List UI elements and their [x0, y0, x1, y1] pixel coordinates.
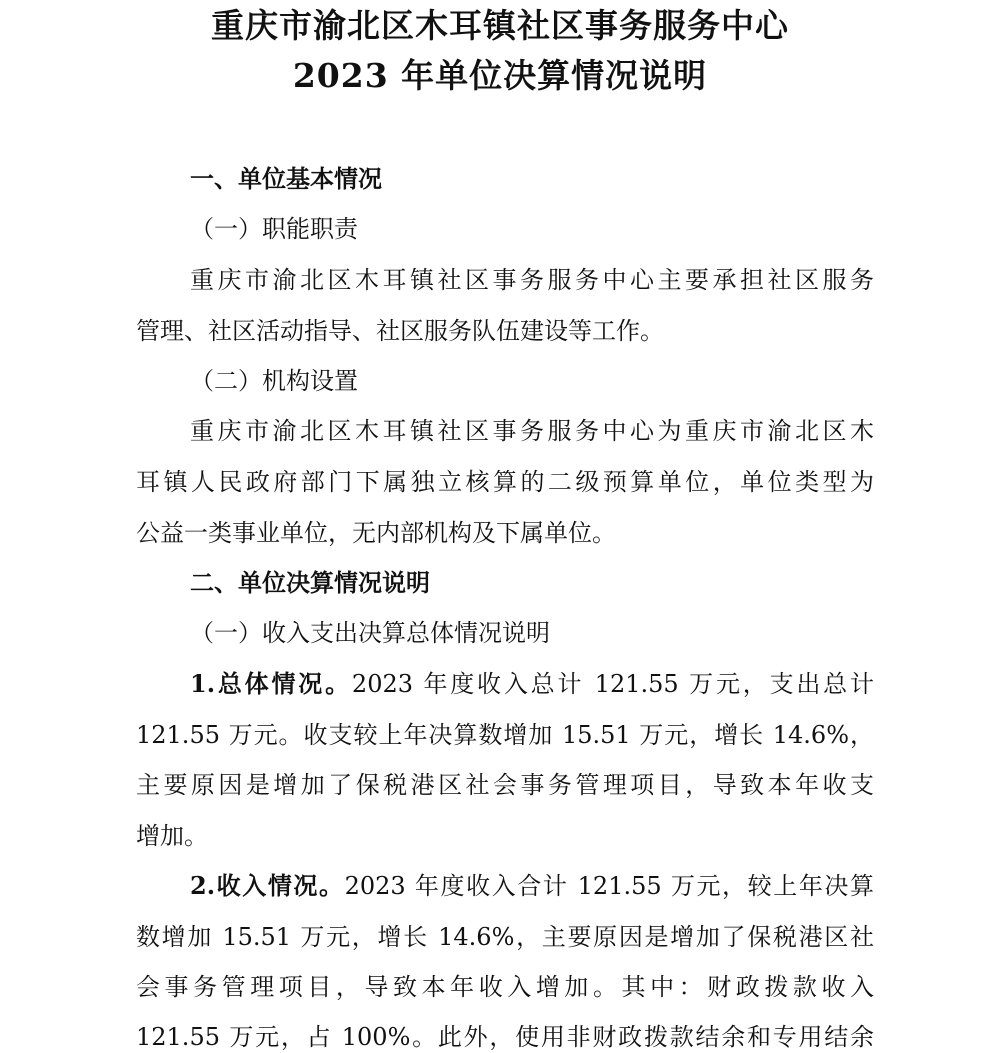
paragraph-line: 耳镇人民政府部门下属独立核算的二级预算单位，单位类型为 [136, 468, 874, 496]
paragraph-line: 主要原因是增加了保税港区社会事务管理项目，导致本年收支 [136, 771, 874, 799]
paragraph-line: 增加。 [136, 822, 208, 850]
paragraph-line: 121.55 万元，占 100%。此外，使用非财政拨款结余和专用结余 [136, 1023, 874, 1051]
document-title-line1: 重庆市渝北区木耳镇社区事务服务中心 [211, 6, 789, 45]
paragraph-line: 重庆市渝北区木耳镇社区事务服务中心主要承担社区服务 [190, 266, 874, 294]
item-lead-income: 2.收入情况。 [190, 871, 345, 900]
paragraph-line: 2.收入情况。2023 年度收入合计 121.55 万元，较上年决算 [190, 871, 874, 900]
subheading-organization: （二）机构设置 [190, 367, 358, 395]
subheading-functions: （一）职能职责 [190, 215, 358, 243]
paragraph-line: 管理、社区活动指导、社区服务队伍建设等工作。 [136, 317, 664, 345]
subheading-income-expenditure: （一）收入支出决算总体情况说明 [190, 619, 550, 647]
section-heading-final-accounts: 二、单位决算情况说明 [190, 568, 430, 597]
section-heading-basic-info: 一、单位基本情况 [190, 164, 382, 193]
document-title-line2: 2023 年单位决算情况说明 [292, 56, 708, 95]
paragraph-line: 重庆市渝北区木耳镇社区事务服务中心为重庆市渝北区木 [190, 417, 874, 445]
paragraph-line: 数增加 15.51 万元，增长 14.6%，主要原因是增加了保税港区社 [136, 923, 874, 951]
paragraph-line: 公益一类事业单位，无内部机构及下属单位。 [136, 519, 616, 547]
paragraph-line: 会事务管理项目，导致本年收入增加。其中：财政拨款收入 [136, 973, 874, 1001]
paragraph-line: 1.总体情况。2023 年度收入总计 121.55 万元，支出总计 [190, 669, 874, 698]
item-lead-overall: 1.总体情况。 [190, 669, 352, 698]
paragraph-line: 121.55 万元。收支较上年决算数增加 15.51 万元，增长 14.6%， [136, 721, 874, 749]
